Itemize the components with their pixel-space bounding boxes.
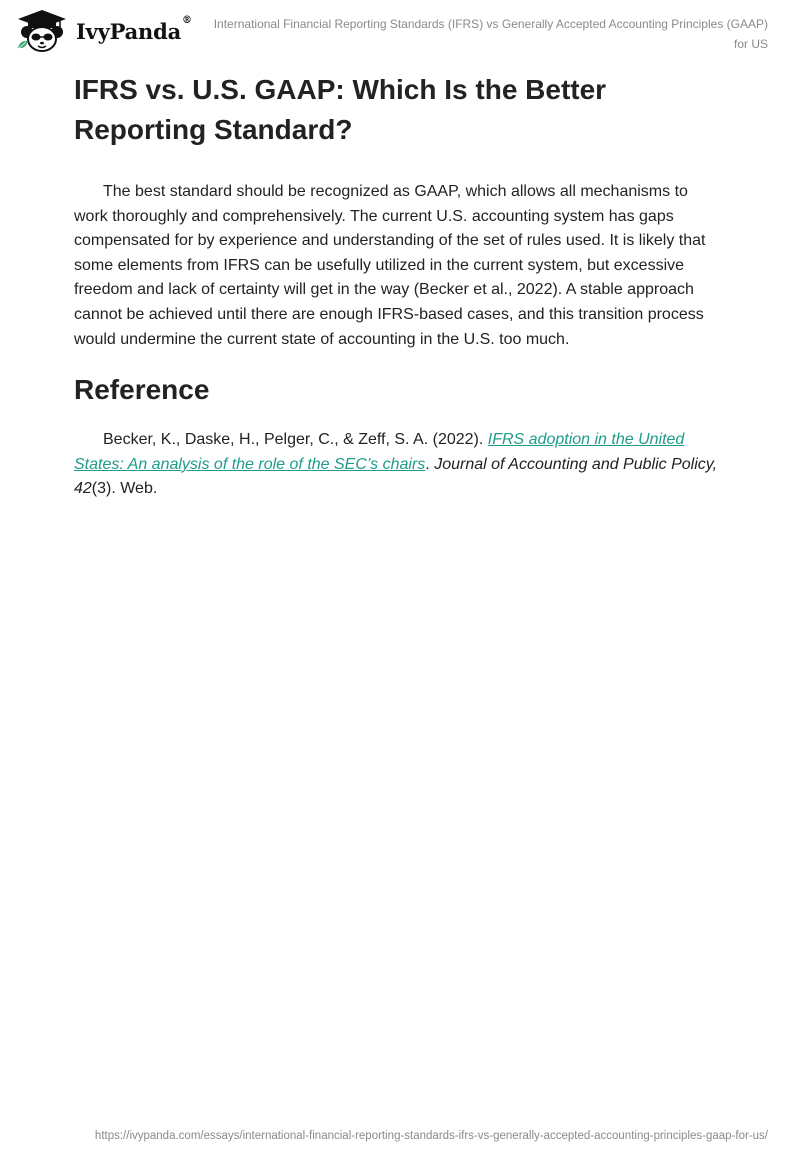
body-paragraph: The best standard should be recognized as GAAP, which allows all mechanisms to work thoroughly and comprehensively. The current U.S. accounting system has gaps compensated for by experience and understanding of the set of rules used. It is likely that some elements from IFRS can be usefully utilized in the current system, but excessive freedom and lack of certainty will get in the way (Becker et al., 2022). A stable approach cannot be achieved until there are enough IFRS-based cases, and this transition process would undermine the current state of accounting in the U.S. too much. — [74, 183, 706, 348]
reference-heading: Reference — [74, 374, 210, 406]
panda-graduation-icon — [14, 8, 70, 54]
reference-entry — [74, 428, 724, 502]
article-body — [74, 70, 724, 502]
page-header — [0, 0, 800, 60]
logo-wordmark: IvyPanda® — [76, 14, 192, 44]
reference-separator: . — [425, 455, 435, 473]
reference-title-link[interactable]: IFRS adoption in the United States: An analysis of the role of the SEC’s chairs — [74, 431, 685, 473]
reference-authors: Becker, K., Daske, H., Pelger, C., & Zeff, S. A. (2022). — [103, 431, 488, 449]
document-title: International Financial Reporting Standards (IFRS) vs Generally Accepted Accounting Principles (GAAP) for US — [213, 17, 768, 51]
reference-issue: (3). Web. — [91, 480, 158, 498]
source-url: https://ivypanda.com/essays/international-financial-reporting-standards-ifrs-vs-generally-accepted-accounting-principles-gaap-for-us/ — [94, 1130, 768, 1142]
section-heading: IFRS vs. U.S. GAAP: Which Is the Better Reporting Standard? — [74, 74, 607, 145]
reference-journal: Journal of Accounting and Public Policy, 42 — [74, 455, 718, 498]
ivypanda-logo[interactable] — [14, 8, 192, 54]
